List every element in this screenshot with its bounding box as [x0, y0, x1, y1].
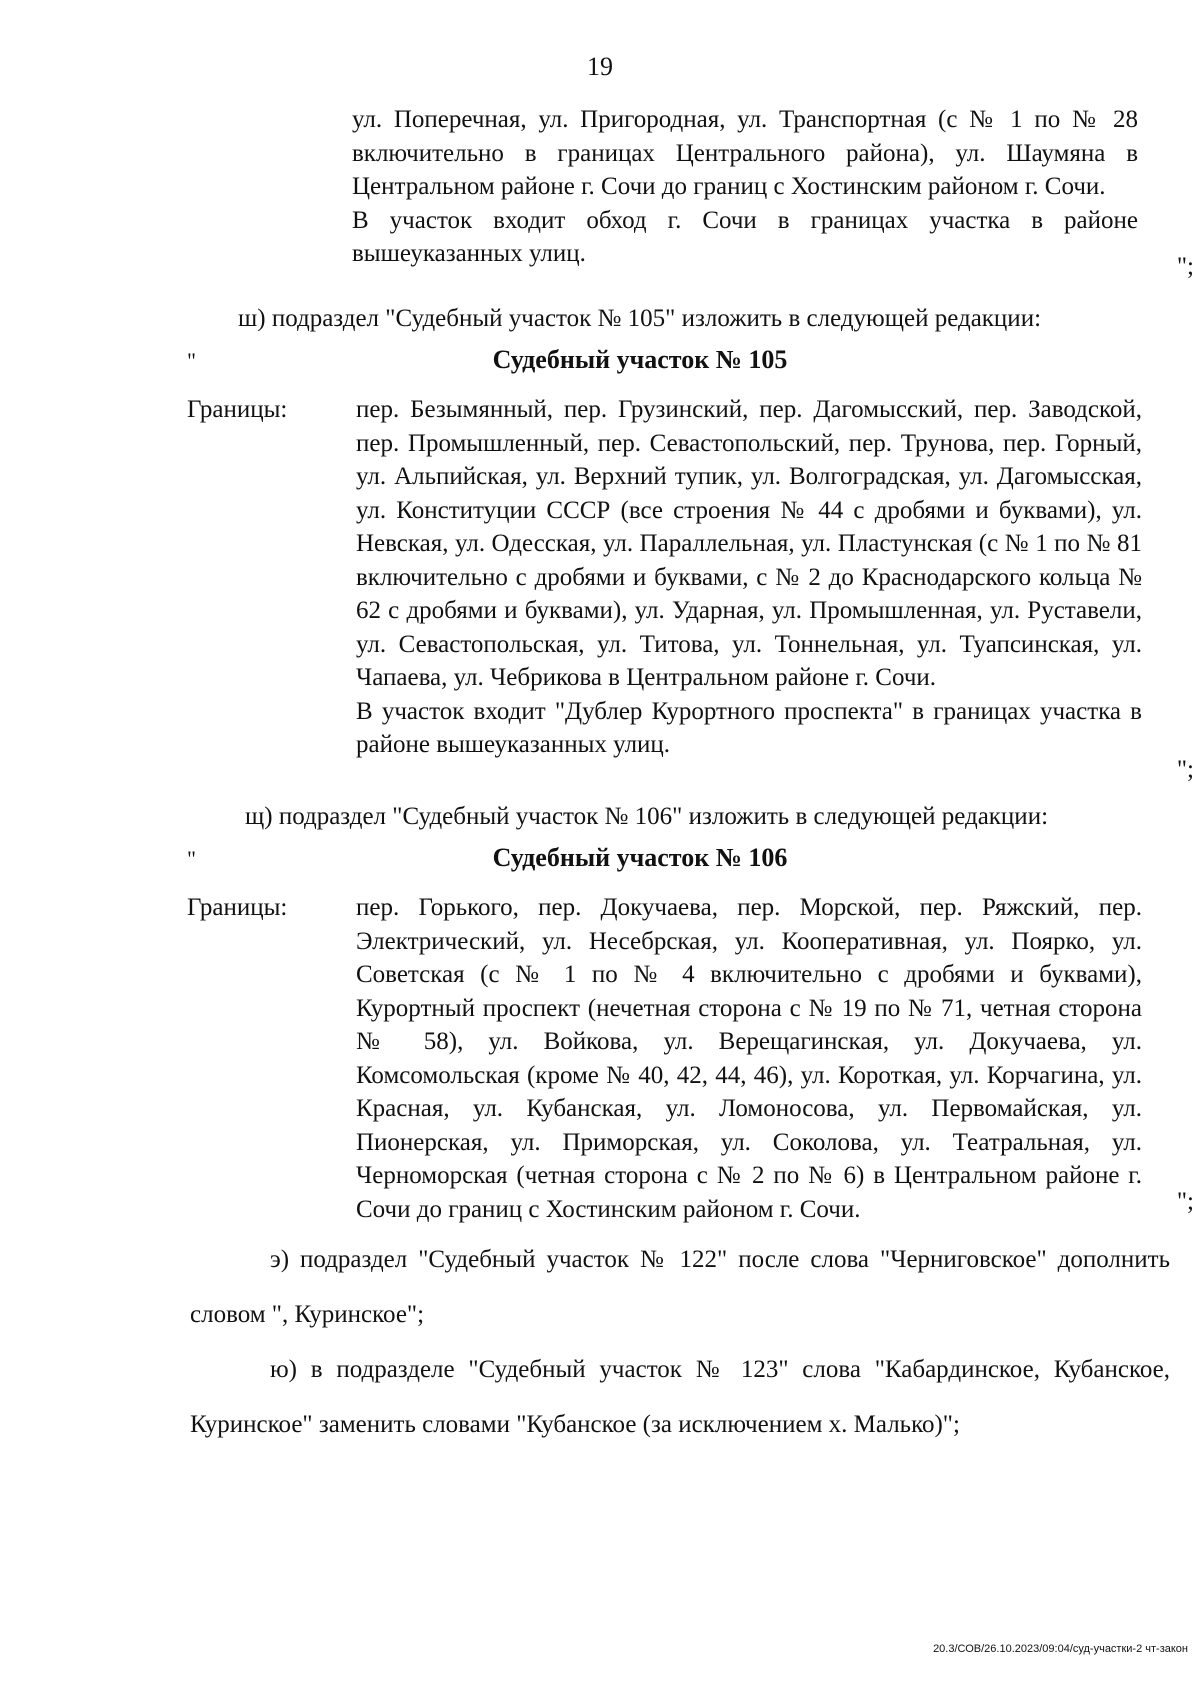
- opening-quote: ": [187, 846, 196, 871]
- item-e: э) подраздел "Судебный участок № 122" после слова "Черниговское" дополнить словом ", Куринское";: [190, 1246, 1170, 1328]
- boundaries-label: Границы:: [187, 894, 288, 921]
- boundaries-note: В участок входит "Дублер Курортного проспекта" в границах участка в районе вышеуказанных улиц.: [356, 697, 1142, 758]
- continuation-note: В участок входит обход г. Сочи в границах участка в районе вышеуказанных улиц.: [352, 206, 1138, 267]
- item-shch: щ) подраздел "Судебный участок № 106" изложить в следующей редакции:: [245, 803, 1049, 830]
- continuation-block: [352, 103, 1138, 271]
- boundaries-label: Границы:: [187, 396, 288, 423]
- page-number: 19: [587, 52, 613, 81]
- boundaries-text: пер. Горького, пер. Докучаева, пер. Морской, пер. Ряжский, пер. Электрический, ул. Несебрская, ул. Кооперативная, ул. Поярко, ул. Советская (с № 1 по № 4 включительно с дробями и буквами), Курортный проспект (нечетная сторона с № 19 по № 71, четная сторона № 58), ул. Войкова, ул. Верещагинская, ул. Докучаева, ул. Комсомольская (кроме № 40, 42, 44, 46), ул. Короткая, ул. Корчагина, ул. Красная, ул. Кубанская, ул. Ломоносова, ул. Первомайская, ул. Пионерская, ул. Приморская, ул. Соколова, ул. Театральная, ул. Черноморская (четная сторона с № 2 по № 6) в Центральном районе г. Сочи до границ с Хостинским районом г. Сочи.: [356, 894, 1142, 1223]
- amendments: [190, 1232, 1170, 1452]
- footer-code: 20.3/СОВ/26.10.2023/09:04/суд-участки-2 чт-закон: [933, 1643, 1188, 1655]
- item-yu: ю) в подразделе "Судебный участок № 123" слова "Кабардинское, Кубанское, Куринское" заменить словами "Кубанское (за исключением х. Малько)";: [190, 1356, 1170, 1438]
- closing-quote: ";: [1176, 1188, 1194, 1215]
- section-106-boundaries: [356, 891, 1142, 1226]
- section-105-boundaries: [356, 393, 1142, 762]
- section-title-105: Судебный участок № 105: [492, 345, 788, 374]
- section-title-106: Судебный участок № 106: [492, 843, 788, 872]
- closing-quote: ";: [1176, 253, 1194, 280]
- item-sh: ш) подраздел "Судебный участок № 105" изложить в следующей редакции:: [238, 305, 1042, 332]
- opening-quote: ": [187, 348, 196, 373]
- continuation-paragraph: ул. Поперечная, ул. Пригородная, ул. Транспортная (с № 1 по № 28 включительно в границах Центрального района), ул. Шаумяна в Центральном районе г. Сочи до границ с Хостинским районом г. Сочи.: [352, 106, 1138, 200]
- closing-quote: ";: [1176, 756, 1194, 783]
- boundaries-text: пер. Безымянный, пер. Грузинский, пер. Дагомысский, пер. Заводской, пер. Промышленный, пер. Севастопольский, пер. Трунова, пер. Горный, ул. Альпийская, ул. Верхний тупик, ул. Волгоградская, ул. Дагомысская, ул. Конституции СССР (все строения № 44 с дробями и буквами), ул. Невская, ул. Одесская, ул. Параллельная, ул. Пластунская (с № 1 по № 81 включительно с дробями и буквами, с № 2 до Краснодарского кольца № 62 с дробями и буквами), ул. Ударная, ул. Промышленная, ул. Руставели, ул. Севастопольская, ул. Титова, ул. Тоннельная, ул. Туапсинская, ул. Чапаева, ул. Чебрикова в Центральном районе г. Сочи.: [356, 396, 1142, 691]
